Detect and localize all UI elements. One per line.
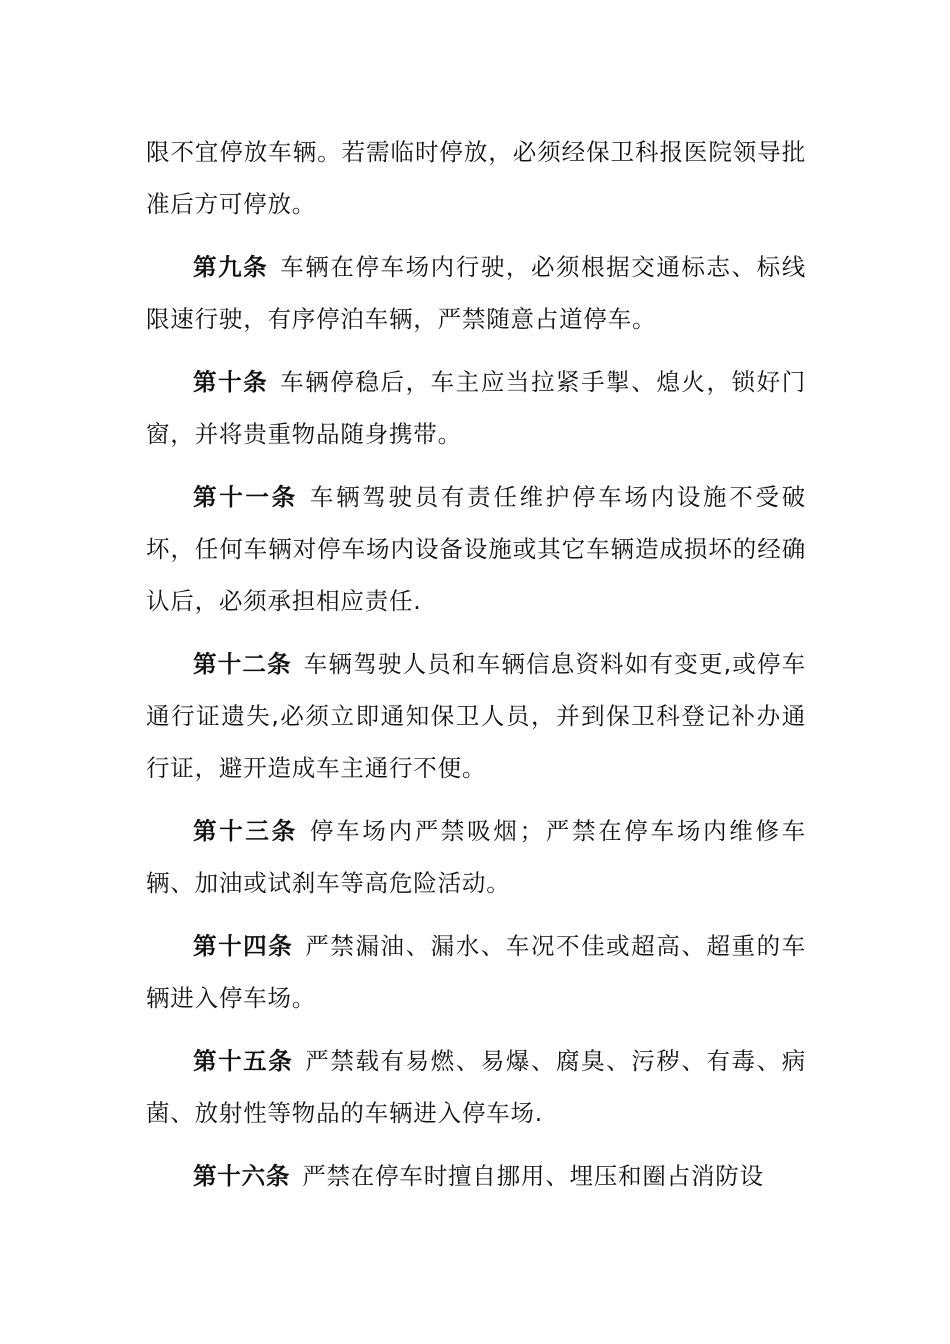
article-text: 车辆在停车场内行驶，必须根据交通标志、标线限速行驶，有序停泊车辆，严禁随意占道停车。 (146, 253, 806, 333)
article-text: 车辆停稳后，车主应当拉紧手掣、熄火，锁好门窗，并将贵重物品随身携带。 (146, 368, 806, 448)
article-label: 第九条 (193, 253, 269, 281)
article-label: 第十三条 (193, 817, 298, 845)
article-text: 严禁在停车时擅自挪用、埋压和圈占消防设 (302, 1162, 764, 1190)
article-label: 第十二条 (193, 650, 292, 678)
article-10 (146, 356, 806, 460)
article-15 (146, 1035, 806, 1139)
article-text: 严禁漏油、漏水、车况不佳或超高、超重的车辆进入停车场。 (146, 932, 806, 1012)
article-12 (146, 638, 806, 794)
article-14 (146, 920, 806, 1024)
article-label: 第十条 (193, 368, 269, 396)
article-label: 第十一条 (193, 483, 298, 511)
article-label: 第十六条 (193, 1162, 291, 1190)
article-16 (146, 1150, 806, 1202)
article-label: 第十五条 (193, 1047, 294, 1075)
paragraph-text: 限不宜停放车辆。若需临时停放，必须经保卫科报医院领导批准后方可停放。 (146, 138, 806, 218)
article-13 (146, 805, 806, 909)
article-11 (146, 471, 806, 627)
article-text: 严禁载有易燃、易爆、腐臭、污秽、有毒、病菌、放射性等物品的车辆进入停车场. (146, 1047, 806, 1127)
paragraph-continuation (146, 126, 806, 230)
article-text: 车辆驾驶人员和车辆信息资料如有变更,或停车通行证遗失,必须立即通知保卫人员，并到保卫科登记补办通行证，避开造成车主通行不便。 (146, 650, 806, 782)
article-label: 第十四条 (193, 932, 294, 960)
article-text: 停车场内严禁吸烟；严禁在停车场内维修车辆、加油或试刹车等高危险活动。 (146, 817, 806, 897)
article-text: 车辆驾驶员有责任维护停车场内设施不受破坏，任何车辆对停车场内设备设施或其它车辆造成损坏的经确认后，必须承担相应责任. (146, 483, 806, 615)
document-body (146, 126, 806, 1202)
article-9 (146, 241, 806, 345)
